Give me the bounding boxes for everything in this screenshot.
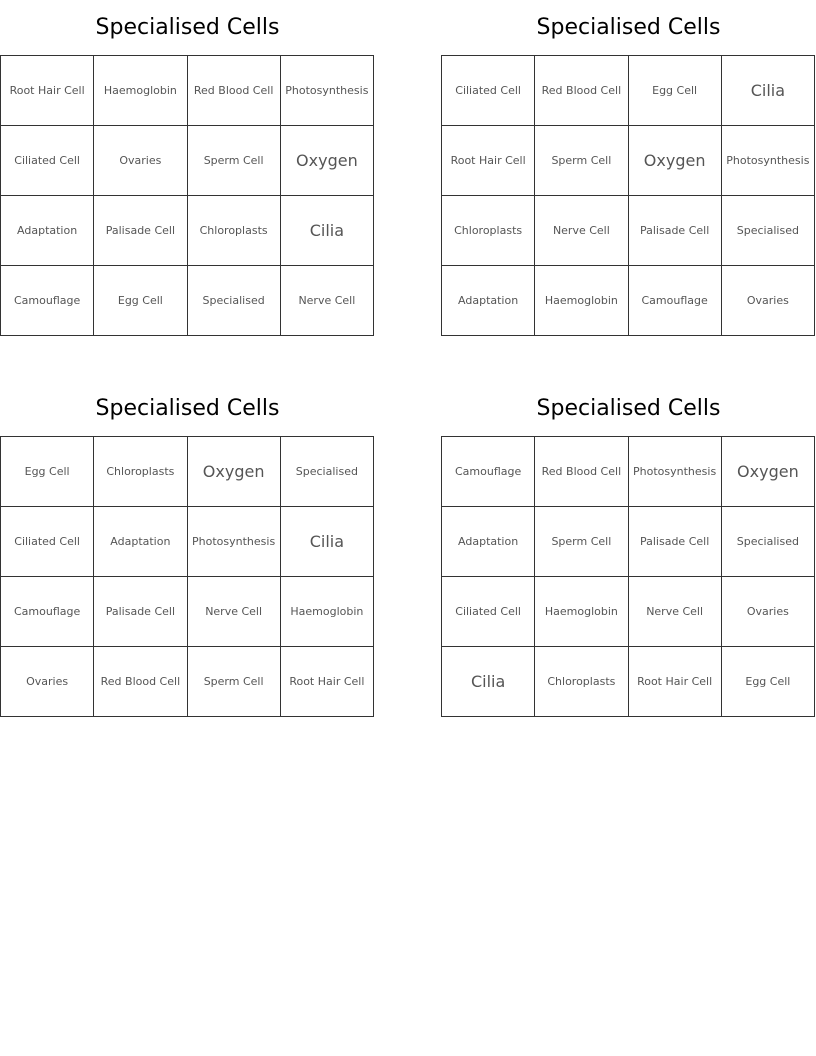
- bingo-cell: Palisade Cell: [629, 196, 722, 266]
- bingo-grid: [0, 55, 374, 336]
- bingo-cell: Ovaries: [1, 647, 94, 717]
- bingo-cell: Specialised: [281, 437, 374, 507]
- bingo-cell: Cilia: [442, 647, 535, 717]
- bingo-cell: Sperm Cell: [535, 507, 628, 577]
- bingo-cell: Nerve Cell: [535, 196, 628, 266]
- bingo-cell: Nerve Cell: [629, 577, 722, 647]
- card-title: Specialised Cells: [536, 15, 721, 40]
- bingo-cell: Haemoglobin: [535, 266, 628, 336]
- bingo-cell: Camouflage: [629, 266, 722, 336]
- bingo-cell: Camouflage: [1, 577, 94, 647]
- bingo-cell: Chloroplasts: [442, 196, 535, 266]
- card-title: Specialised Cells: [536, 396, 721, 421]
- bingo-cell: Haemoglobin: [94, 56, 187, 126]
- bingo-cell: Red Blood Cell: [188, 56, 281, 126]
- bingo-cell: Nerve Cell: [281, 266, 374, 336]
- card-title: Specialised Cells: [95, 15, 280, 40]
- bingo-cell: Adaptation: [442, 507, 535, 577]
- bingo-cell: Photosynthesis: [281, 56, 374, 126]
- bingo-cell: Egg Cell: [1, 437, 94, 507]
- bingo-cell: Oxygen: [722, 437, 815, 507]
- bingo-cell: Chloroplasts: [94, 437, 187, 507]
- bingo-grid: [441, 55, 815, 336]
- bingo-cell: Ciliated Cell: [1, 507, 94, 577]
- bingo-card-2: [441, 0, 816, 336]
- bingo-cell: Adaptation: [442, 266, 535, 336]
- bingo-cell: Sperm Cell: [188, 126, 281, 196]
- bingo-cell: Chloroplasts: [188, 196, 281, 266]
- bingo-cell: Root Hair Cell: [281, 647, 374, 717]
- bingo-cell: Red Blood Cell: [535, 437, 628, 507]
- bingo-grid: [441, 436, 815, 717]
- bingo-card-1: [0, 0, 375, 336]
- bingo-cell: Oxygen: [629, 126, 722, 196]
- bingo-cell: Chloroplasts: [535, 647, 628, 717]
- bingo-cell: Ciliated Cell: [442, 56, 535, 126]
- bingo-cell: Specialised: [722, 196, 815, 266]
- bingo-cell: Egg Cell: [94, 266, 187, 336]
- bingo-cell: Sperm Cell: [535, 126, 628, 196]
- card-title: Specialised Cells: [95, 396, 280, 421]
- bingo-cell: Palisade Cell: [94, 196, 187, 266]
- bingo-cell: Root Hair Cell: [1, 56, 94, 126]
- bingo-cell: Root Hair Cell: [629, 647, 722, 717]
- bingo-cell: Specialised: [722, 507, 815, 577]
- bingo-cell: Sperm Cell: [188, 647, 281, 717]
- bingo-cell: Egg Cell: [722, 647, 815, 717]
- bingo-cell: Ciliated Cell: [442, 577, 535, 647]
- bingo-cell: Photosynthesis: [188, 507, 281, 577]
- bingo-cell: Cilia: [281, 507, 374, 577]
- bingo-cell: Root Hair Cell: [442, 126, 535, 196]
- bingo-cell: Haemoglobin: [281, 577, 374, 647]
- bingo-cell: Oxygen: [281, 126, 374, 196]
- bingo-cell: Ciliated Cell: [1, 126, 94, 196]
- bingo-cell: Haemoglobin: [535, 577, 628, 647]
- bingo-cell: Camouflage: [1, 266, 94, 336]
- bingo-cell: Camouflage: [442, 437, 535, 507]
- bingo-cell: Photosynthesis: [722, 126, 815, 196]
- bingo-cell: Ovaries: [722, 266, 815, 336]
- bingo-cell: Photosynthesis: [629, 437, 722, 507]
- bingo-cell: Oxygen: [188, 437, 281, 507]
- bingo-cell: Red Blood Cell: [535, 56, 628, 126]
- bingo-cell: Adaptation: [1, 196, 94, 266]
- bingo-cell: Specialised: [188, 266, 281, 336]
- bingo-cell: Palisade Cell: [629, 507, 722, 577]
- bingo-cell: Ovaries: [94, 126, 187, 196]
- bingo-cell: Egg Cell: [629, 56, 722, 126]
- bingo-card-4: [441, 381, 816, 717]
- bingo-cell: Palisade Cell: [94, 577, 187, 647]
- bingo-cell: Adaptation: [94, 507, 187, 577]
- bingo-cell: Nerve Cell: [188, 577, 281, 647]
- bingo-cell: Red Blood Cell: [94, 647, 187, 717]
- bingo-card-3: [0, 381, 375, 717]
- bingo-cell: Cilia: [722, 56, 815, 126]
- bingo-grid: [0, 436, 374, 717]
- bingo-cell: Cilia: [281, 196, 374, 266]
- bingo-cell: Ovaries: [722, 577, 815, 647]
